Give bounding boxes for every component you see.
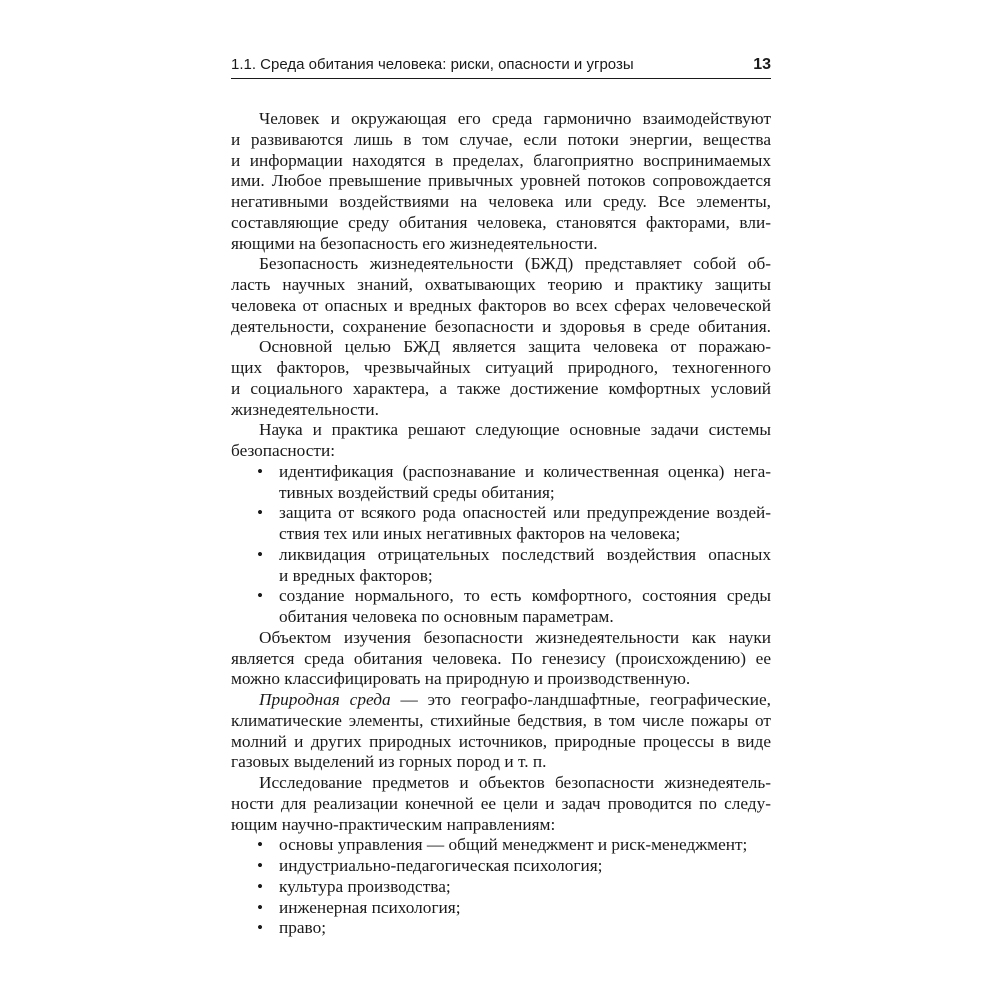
text-line: ствия тех или иных негативных факторов на человека; [279, 524, 681, 543]
text-line: является среда обитания человека. По генезису (происхождению) ее [231, 648, 771, 668]
running-header [231, 56, 771, 79]
text-line: индустриально-педагогическая психология; [279, 856, 603, 875]
bullet-icon [257, 586, 263, 607]
list-item [231, 503, 771, 545]
bullet-icon [257, 898, 263, 919]
text-line: ности для реализации конечной ее цели и задач проводится по следу- [231, 793, 771, 813]
bullet-icon [257, 877, 263, 898]
text-line: климатические элементы, стихийные бедствия, в том числе пожары от [231, 710, 771, 730]
text-line: обитания человека по основным параметрам. [279, 607, 614, 626]
text-line: тивных воздействий среды обитания; [279, 482, 555, 502]
bullet-icon [257, 918, 263, 939]
text-line: основы управления — общий менеджмент и риск-менеджмент; [279, 835, 748, 855]
text-line: деятельности, сохранение безопасности и здоровья в среде обитания. [231, 316, 771, 336]
bullet-icon [257, 545, 263, 566]
list-item [231, 586, 771, 628]
list-item [231, 898, 771, 919]
text-line: ласть научных знаний, охватывающих теорию и практику защиты [231, 275, 771, 294]
text-line: газовых выделений из горных пород и т. п. [231, 752, 547, 772]
text-line: молний и других природных источников, природные процессы в виде [231, 731, 771, 751]
text-line: Основной целью БЖД является защита человека от поражаю- [259, 337, 771, 357]
text-line: и вредных факторов; [279, 565, 433, 585]
text-line: человека от опасных и вредных факторов во всех сферах человеческой [231, 295, 771, 315]
text-line: идентификация (распознавание и количественная оценка) нега- [279, 461, 771, 481]
term-natural-environment: Природная среда [259, 690, 391, 709]
list-item [231, 835, 771, 856]
paragraph-bzhd-definition [231, 254, 771, 337]
text-line: негативными воздействиями на человека или среду. Все элементы, [231, 192, 771, 211]
list-item [231, 856, 771, 877]
text-line: право; [279, 918, 327, 938]
text-line: Объектом изучения безопасности жизнедеятельности как науки [259, 627, 771, 647]
page-number: 13 [753, 56, 771, 73]
bullet-icon [257, 835, 263, 856]
text-line: Человек и окружающая его среда гармонично взаимодействуют [259, 109, 771, 128]
bullet-icon [257, 856, 263, 877]
text-line: и информации находятся в пределах, благоприятно воспринимаемых [231, 150, 771, 170]
text-line: жизнедеятельности. [231, 399, 379, 419]
text-fragment: — это географо-ландшафтные, географические, [390, 690, 771, 709]
paragraph-bzhd-goal [231, 337, 771, 420]
text-line: защита от всякого рода опасностей или предупреждение воздей- [279, 503, 771, 523]
text-line: ими. Любое превышение привычных уровней потоков сопровождается [231, 171, 771, 191]
text-line: можно классифицировать на природную и производственную. [231, 669, 691, 689]
text-line: Безопасность жизнедеятельности (БЖД) представляет собой об- [259, 254, 771, 274]
tasks-list [231, 462, 771, 628]
text-line: культура производства; [279, 876, 451, 896]
paragraph-study-object [231, 628, 771, 690]
directions-list [231, 835, 771, 939]
paragraph-tasks-intro [231, 420, 771, 462]
text-line [231, 690, 771, 711]
list-item [231, 545, 771, 587]
book-page [231, 56, 771, 939]
page-body [231, 109, 771, 939]
paragraph-natural-environment [231, 690, 771, 773]
text-line: яющими на безопасность его жизнедеятельности. [231, 233, 598, 253]
bullet-icon [257, 503, 263, 524]
text-line: создание нормального, то есть комфортного, состояния среды [279, 586, 771, 606]
text-line: и социального характера, а также достижение комфортных условий [231, 378, 771, 398]
text-line: безопасности: [231, 441, 335, 460]
paragraph-research-directions [231, 773, 771, 835]
paragraph-environment [231, 109, 771, 254]
text-line: ющим научно-практическим направлениям: [231, 814, 556, 834]
text-line: инженерная психология; [279, 897, 461, 917]
text-line: Наука и практика решают следующие основные задачи системы [259, 420, 771, 440]
text-line: ликвидация отрицательных последствий воздействия опасных [279, 544, 771, 564]
list-item [231, 918, 771, 939]
bullet-icon [257, 462, 263, 483]
list-item [231, 462, 771, 504]
text-line: Исследование предметов и объектов безопасности жизнедеятель- [259, 773, 771, 792]
list-item [231, 877, 771, 898]
text-line: составляющие среду обитания человека, становятся факторами, вли- [231, 212, 771, 232]
text-line: щих факторов, чрезвычайных ситуаций природного, техногенного [231, 358, 771, 377]
text-line: и развиваются лишь в том случае, если потоки энергии, вещества [231, 129, 771, 149]
chapter-title: 1.1. Среда обитания человека: риски, опасности и угрозы [231, 56, 634, 73]
